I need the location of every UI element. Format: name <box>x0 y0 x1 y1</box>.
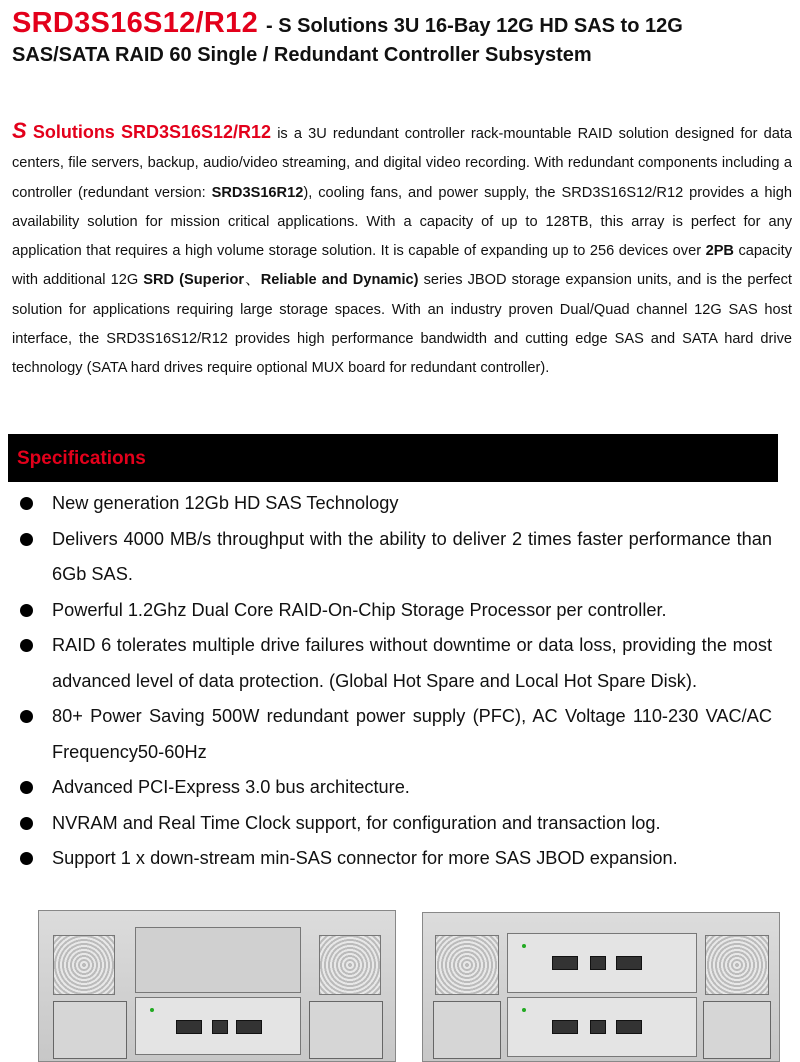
sas-port <box>176 1020 202 1034</box>
sas-port <box>236 1020 262 1034</box>
intro-paragraph <box>12 116 792 384</box>
chassis-rear-photo-redundant <box>422 912 780 1062</box>
spec-item: New generation 12Gb HD SAS Technology <box>12 486 772 522</box>
power-supply-right <box>309 1001 383 1059</box>
intro-bold-redundant-model: SRD3S16R12 <box>211 184 304 201</box>
title-line-1: - S Solutions 3U 16-Bay 12G HD SAS to 12G <box>266 15 683 37</box>
spec-item: Delivers 4000 MB/s throughput with the ability to deliver 2 times faster performance than 6Gb SAS. <box>12 522 772 593</box>
intro-bold-capacity: 2PB <box>705 243 734 260</box>
spec-item: Support 1 x down-stream min-SAS connector for more SAS JBOD expansion. <box>12 841 772 877</box>
intro-text-4: series JBOD storage expansion units, and is the perfect solution for applications requiring large storage spaces. With an industry proven Dual/Quad channel 12G SAS host interface, the SRD3S16S12/R12 provides high performance bandwidth and cutting edge SAS and SATA hard drive technology (SATA hard drives require optional MUX board for redundant controller). <box>12 272 792 377</box>
spec-item: Advanced PCI-Express 3.0 bus architecture. <box>12 770 772 806</box>
model-name: SRD3S16S12/R12 <box>12 7 259 39</box>
bullet-icon <box>20 639 33 652</box>
chassis-rear-photo-single <box>38 910 396 1062</box>
title-line-2: SAS/SATA RAID 60 Single / Redundant Controller Subsystem <box>12 44 592 66</box>
brand-logo-s: S <box>12 118 27 143</box>
intro-bold-srd: SRD (Superior <box>143 272 245 289</box>
intro-bold-srd-2: Reliable and Dynamic) <box>260 272 419 289</box>
status-led <box>522 944 526 948</box>
status-led <box>522 1008 526 1012</box>
ethernet-port <box>212 1020 228 1034</box>
product-photos <box>0 900 800 1060</box>
specifications-list <box>12 486 772 877</box>
sas-port <box>552 1020 578 1034</box>
fan-grille-left <box>435 935 499 995</box>
spec-item: RAID 6 tolerates multiple drive failures without downtime or data loss, providing the most advanced level of data protection. (Global Hot Spare and Local Hot Spare Disk). <box>12 628 772 699</box>
brand-solutions: Solutions <box>32 122 115 142</box>
intro-text-2: ), cooling fans, and power supply, the SRD3S16S12/R12 provides a high availability solution for mission critical applications. With a capacity of up to 128TB, this array is perfect for any application that requires a high volume storage solution. It is capable of expanding up to 256 devices over <box>12 184 793 260</box>
bullet-icon <box>20 497 33 510</box>
status-led <box>150 1008 154 1012</box>
spec-item: NVRAM and Real Time Clock support, for configuration and transaction log. <box>12 806 772 842</box>
bullet-icon <box>20 817 33 830</box>
brand-model: SRD3S16S12/R12 <box>120 122 272 142</box>
power-supply-right <box>703 1001 771 1059</box>
intro-separator: 、 <box>244 272 261 289</box>
ethernet-port <box>590 1020 606 1034</box>
bullet-icon <box>20 852 33 865</box>
sas-port <box>552 956 578 970</box>
bullet-icon <box>20 710 33 723</box>
power-supply-left <box>53 1001 127 1059</box>
specifications-header-bar <box>8 434 778 482</box>
power-supply-left <box>433 1001 501 1059</box>
bullet-icon <box>20 604 33 617</box>
specifications-heading: Specifications <box>17 448 146 469</box>
spec-item: 80+ Power Saving 500W redundant power supply (PFC), AC Voltage 110-230 VAC/AC Frequency50-60Hz <box>12 699 772 770</box>
blank-controller-slot <box>135 927 301 993</box>
controller-module-top <box>507 933 697 993</box>
fan-grille-right <box>319 935 381 995</box>
spec-item: Powerful 1.2Ghz Dual Core RAID-On-Chip Storage Processor per controller. <box>12 593 772 629</box>
document-title <box>12 6 792 69</box>
bullet-icon <box>20 781 33 794</box>
fan-grille-left <box>53 935 115 995</box>
fan-grille-right <box>705 935 769 995</box>
intro-text-1: is a 3U redundant controller rack-mountable RAID solution designed for data centers, file servers, backup, audio/video streaming, and digital video recording. With redundant components including a controller (redundant version: <box>12 126 792 201</box>
controller-module <box>135 997 301 1055</box>
intro-text-3: capacity with additional 12G <box>12 243 793 289</box>
bullet-icon <box>20 533 33 546</box>
sas-port <box>616 956 642 970</box>
controller-module-bottom <box>507 997 697 1057</box>
sas-port <box>616 1020 642 1034</box>
ethernet-port <box>590 956 606 970</box>
